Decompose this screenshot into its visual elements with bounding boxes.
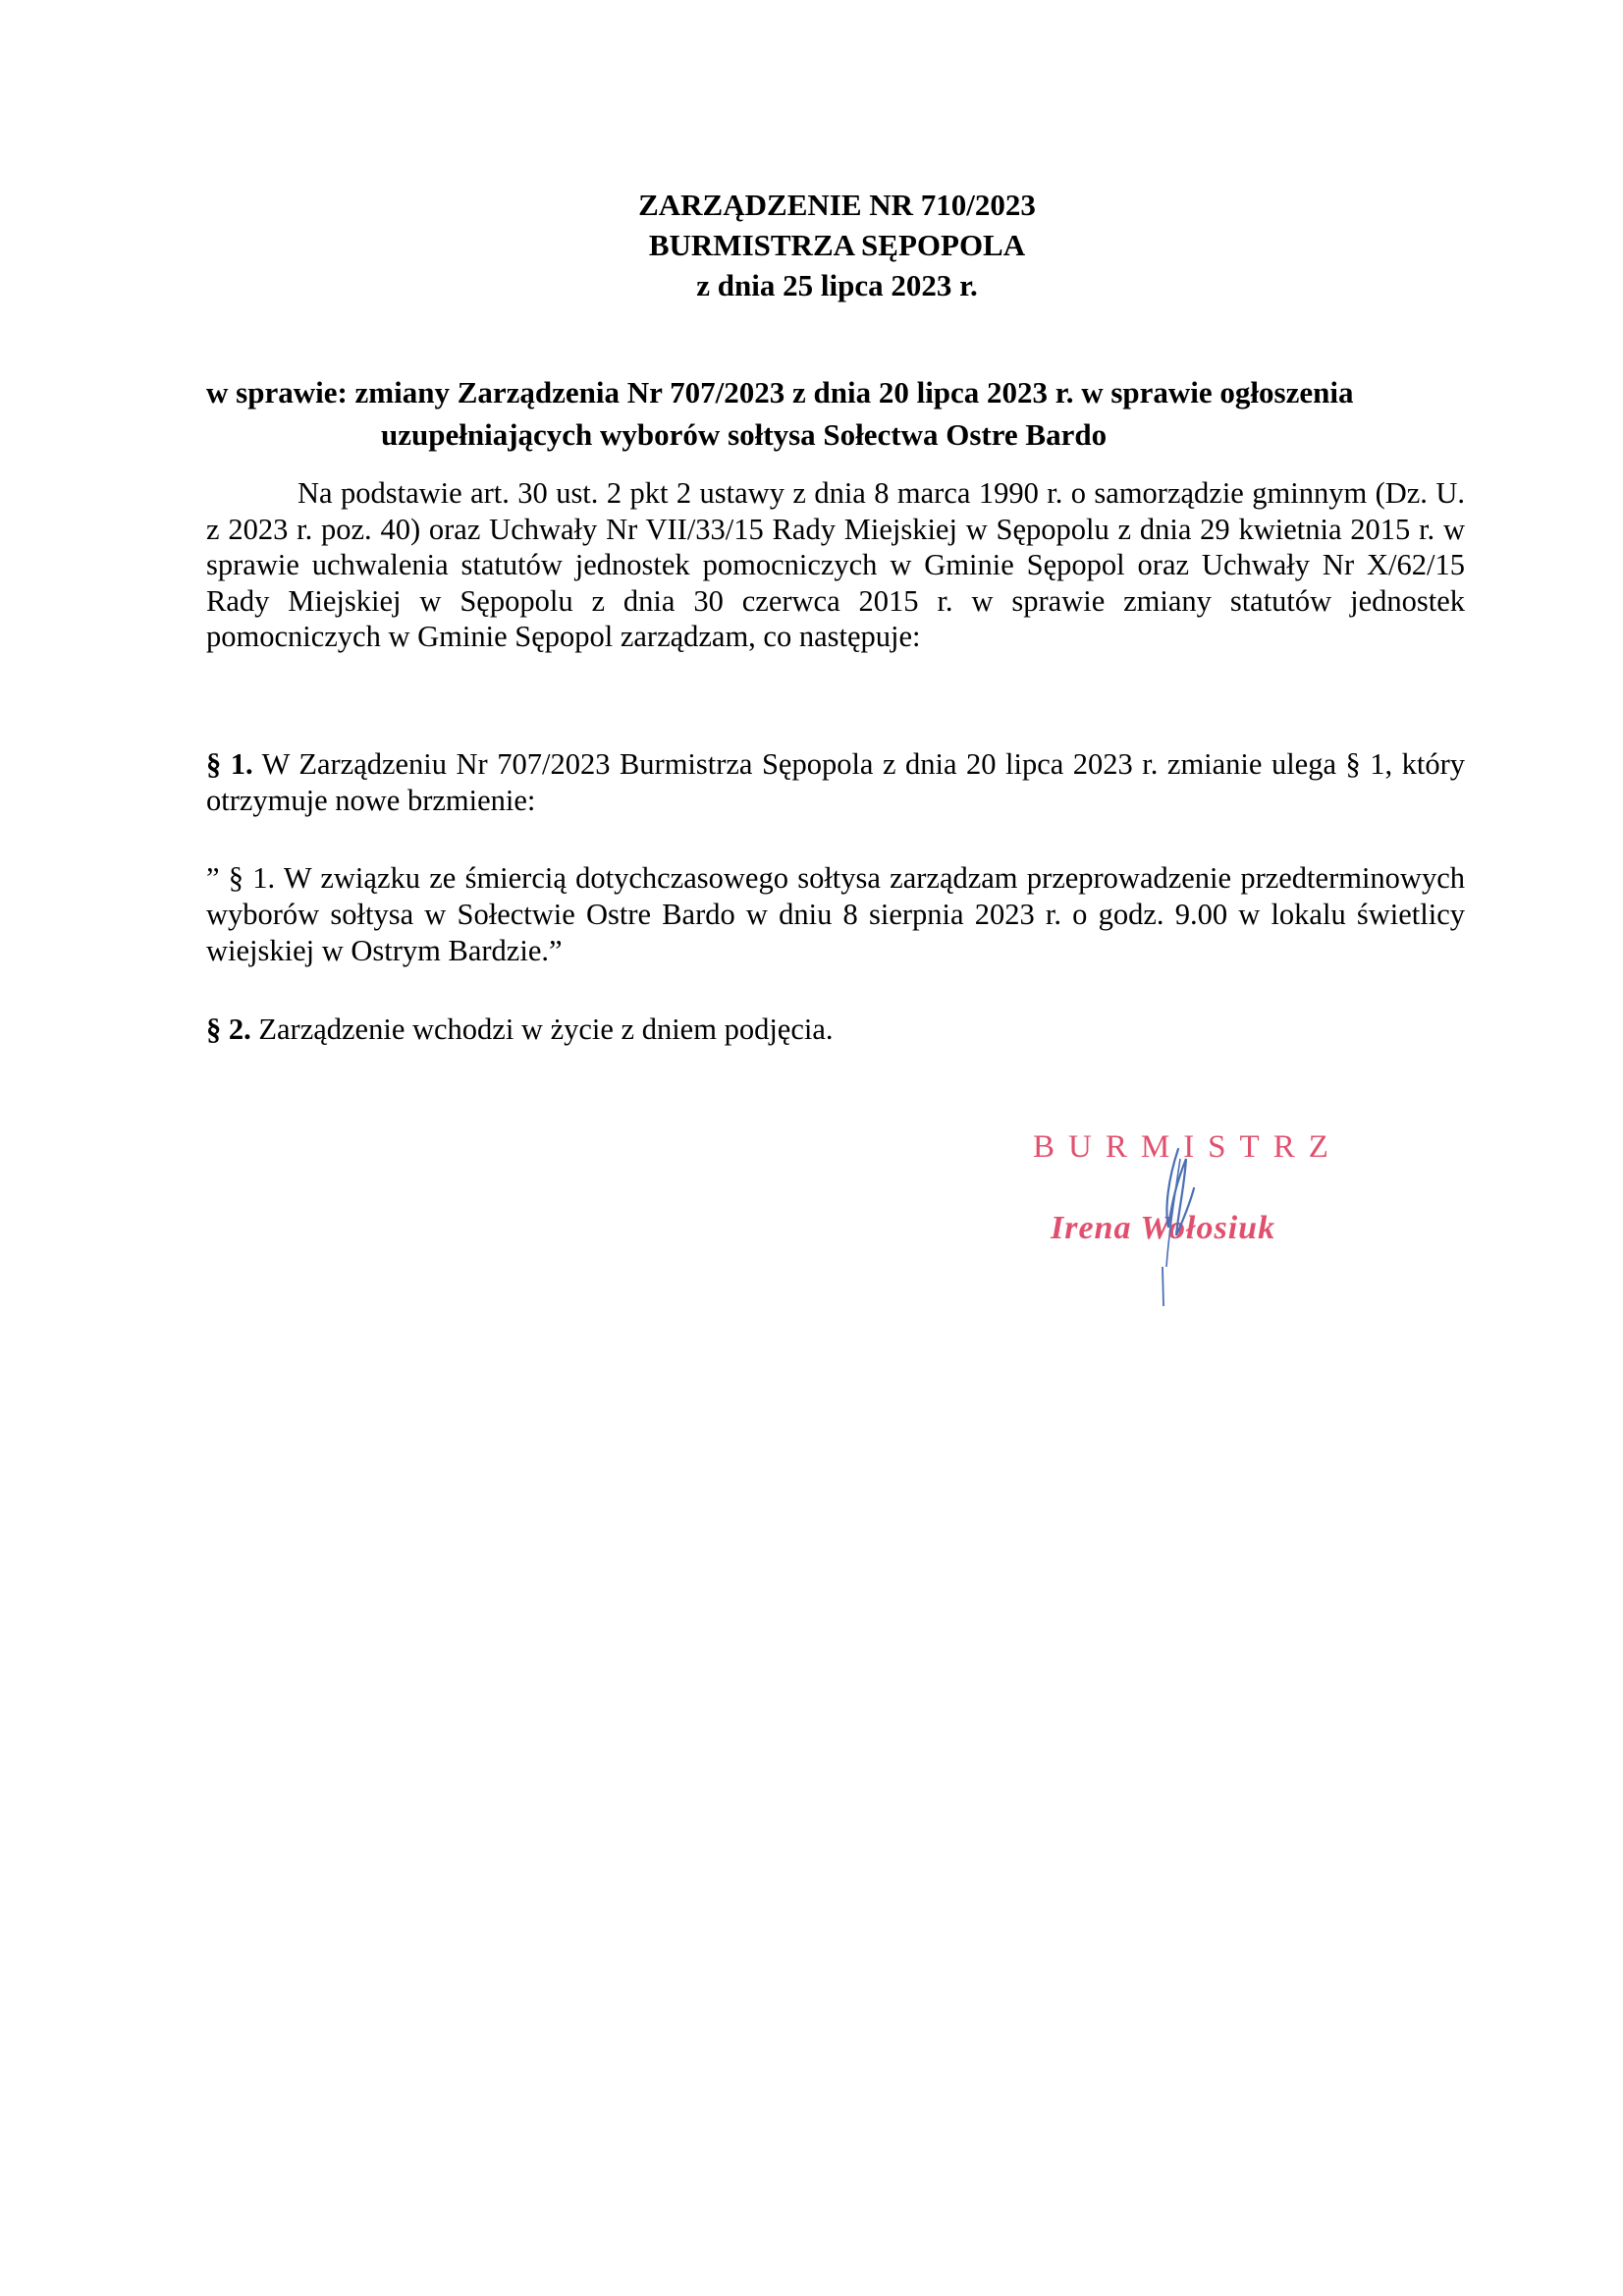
document-issuer: BURMISTRZA SĘPOPOLA: [648, 228, 1026, 262]
official-stamp: [1021, 1120, 1355, 1326]
subject-line-1: w sprawie: zmiany Zarządzenia Nr 707/2023 z dnia 20 lipca 2023 r. w sprawie ogłoszenia: [206, 375, 1354, 410]
handwritten-signature: [1021, 1120, 1355, 1326]
stamp-name: Irena Wołosiuk: [1051, 1210, 1276, 1246]
quoted-paragraph: ” § 1. W związku ze śmiercią dotychczasowego sołtysa zarządzam przeprowadzenie przedterminowych wyborów sołtysa w Sołectwie Ostre Bardo w dniu 8 sierpnia 2023 r. o godz. 9.00 w lokalu świetlicy wiejskiej w Ostrym Bardzie.”: [206, 861, 1465, 967]
document-subject: [206, 371, 1463, 456]
legal-basis-text: Na podstawie art. 30 ust. 2 pkt 2 ustawy z dnia 8 marca 1990 r. o samorządzie gminnym (Dz. U. z 2023 r. poz. 40) oraz Uchwały Nr VII/33/15 Rady Miejskiej w Sępopolu z dnia 29 kwietnia 2015 r. w sprawie uchwalenia statutów jednostek pomocniczych w Gminie Sępopol oraz Uchwały Nr X/62/15 Rady Miejskiej w Sępopolu z dnia 30 czerwca 2015 r. w sprawie zmiany statutów jednostek pomocniczych w Gminie Sępopol zarządzam, co następuje:: [206, 476, 1465, 653]
legal-basis: [206, 475, 1465, 655]
paragraph-2: [206, 1011, 1465, 1048]
document-header: [0, 185, 1623, 305]
document-date: z dnia 25 lipca 2023 r.: [696, 268, 978, 302]
paragraph-2-text: Zarządzenie wchodzi w życie z dniem podjęcia.: [250, 1012, 834, 1046]
paragraph-1: [206, 746, 1465, 819]
stamp-title: BURMISTRZ: [1033, 1129, 1342, 1165]
paragraph-2-number: § 2.: [206, 1012, 251, 1046]
paragraph-1-text: W Zarządzeniu Nr 707/2023 Burmistrza Sępopola z dnia 20 lipca 2023 r. zmianie ulega § 1, który otrzymuje nowe brzmienie:: [206, 747, 1466, 817]
subject-line-2: uzupełniających wyborów sołtysa Sołectwa Ostre Bardo: [381, 417, 1108, 452]
document-number: ZARZĄDZENIE NR 710/2023: [638, 188, 1036, 222]
paragraph-1-number: § 1.: [206, 747, 253, 781]
